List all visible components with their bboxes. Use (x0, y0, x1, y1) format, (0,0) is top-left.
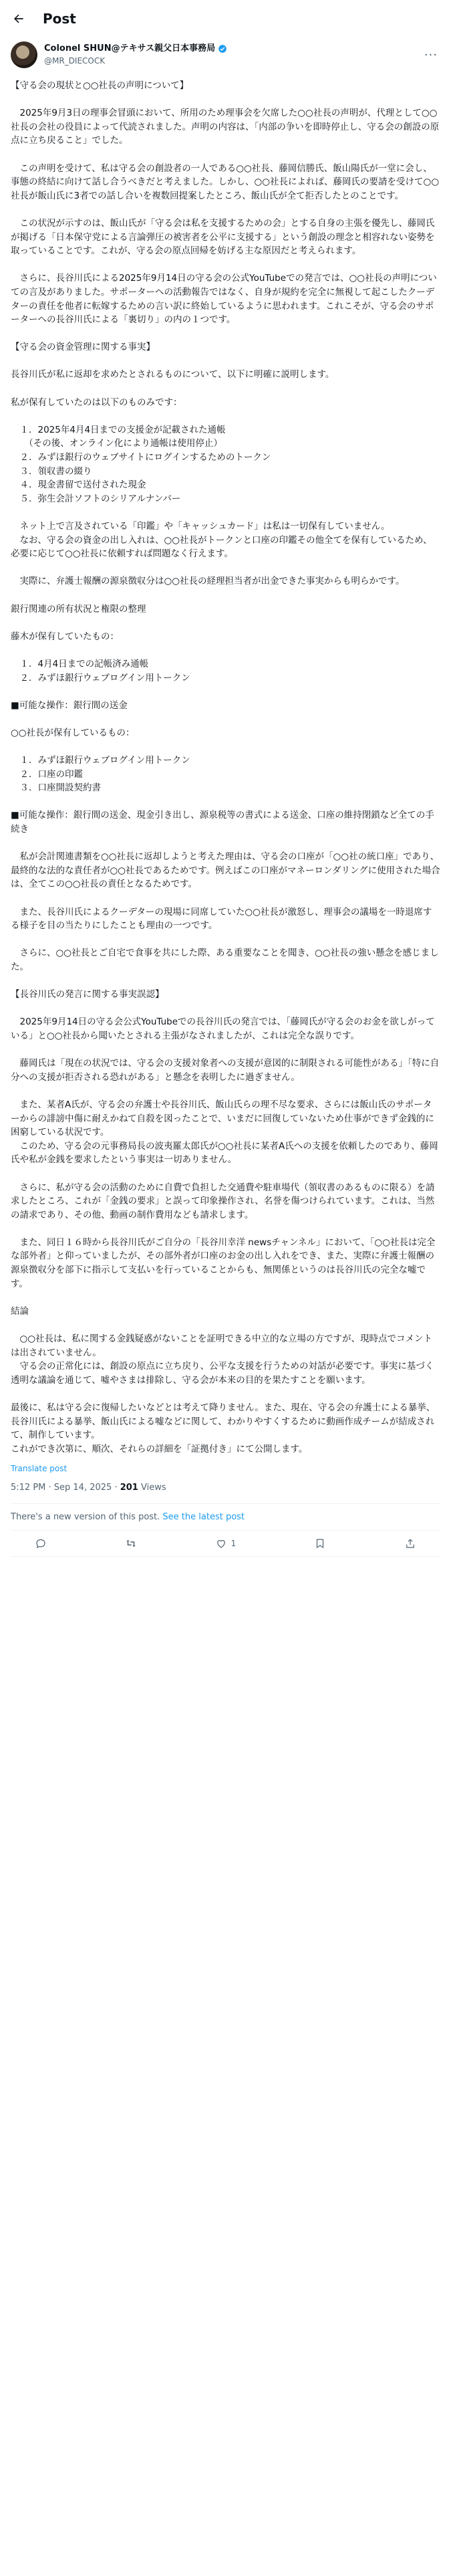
author-display-name-row (44, 43, 422, 55)
verified-icon (218, 44, 227, 53)
views-label: Views (138, 1483, 166, 1493)
bookmark-button[interactable] (314, 1537, 326, 1549)
post-timestamp[interactable]: 5:12 PM · Sep 14, 2025 (11, 1483, 112, 1493)
like-count: 1 (231, 1539, 237, 1549)
share-button[interactable] (404, 1537, 416, 1549)
back-arrow-icon[interactable] (11, 11, 27, 27)
author-display-name[interactable]: Colonel SHUN@テキサス親父日本事務局 (44, 43, 216, 53)
views-count: 201 (120, 1483, 138, 1493)
post-meta (0, 1473, 451, 1493)
post-text: 【守る会の現状と○○社長の声明について】 2025年9月3日の理事会冒頭において、所用のため理事会を欠席した○○社長の声明が、代理として○○社長の会社の役員によって代読されました。声明の内容は、「内部の争いを即時停止し、守る会の創設の原点に立ち戻ること」でした。 この声明を受けて、私は守る会の創設者の一人である○○社長、藤岡信勝氏、飯山陽氏が一堂に会し、事態の終結に向けて話し合うべきだと考えました。しかし、○○社長によれば、藤岡氏の要請を受けて○○社長が飯山氏に3者での話し合いを複数回提案したところ、飯山氏が全て拒否したとのことです。 この状況が示すのは、飯山氏が「守る会は私を支援するための会」とする自身の主張を優先し、藤岡氏が掲げる「日本保守党による言論弾圧の被害者を公平に支援する」という創設の理念と相容れない姿勢を取っていることです。これが、守る会の原点回帰を妨げる主な原因だと考えられます。 さらに、長谷川氏による2025年9月14日の守る会の公式YouTubeでの発言では、○○社長の声明についての言及がありました。サポーターへの活動報告ではなく、自身が規約を完全に無視して起こしたクーデターの責任を他者に転嫁するための言い訳に終始しているように思われます。これこそが、守る会のサポーターへの長谷川氏による「裏切り」の内の１つです。 【守る会の資金管理に関する事実】 長谷川氏が私に返却を求めたとされるものについて、以下に明確に説明します。 私が保有していたのは以下のものみです： １．2025年4月4日までの支援金が記載された通帳 （その後、オンライン化により通帳は使用停止） ２．みずほ銀行のウェブサイトにログインするためのトークン ３．領収書の綴り ４．現金書留で送付された現金 ５．弥生会計ソフトのシリアルナンバー ネット上で言及されている「印鑑」や「キャッシュカード」は私は一切保有していません。 なお、守る会の資金の出し入れは、○○社長がトークンと口座の印鑑その他全てを保有しているため、必要に応じて○○社長に依頼すれば問題なく行えます。 実際に、弁護士報酬の源泉徴収分は○○社長の経理担当者が出金できた事実からも明らかです。 銀行関連の所有状況と権限の整理 藤木が保有していたもの： １．4月4日までの記帳済み通帳 ２．みずほ銀行ウェブログイン用トークン ■可能な操作：銀行間の送金 ○○社長が保有しているもの： １．みずほ銀行ウェブログイン用トークン ２．口座の印鑑 ３．口座開設契約書 ■可能な操作：銀行間の送金、現金引き出し、源泉税等の書式による送金、口座の維持閉鎖など全ての手続き 私が会計関連書類を○○社長に返却しようと考えた理由は、守る会の口座が「○○社の統口座」であり、最終的な法的な責任者が○○社長であるためです。例えばこの口座がマネーロンダリングに使用された場合は、全てこの○○社長の責任となるためです。 また、長谷川氏によるクーデターの現場に同席していた○○社長が激怒し、理事会の議場を一時退席する様子を目の当たりにしたことも理由の一つです。 さらに、○○社長とご自宅で食事を共にした際、ある重要なことを聞き、○○社長の強い懸念を感じました。 【長谷川氏の発言に関する事実誤認】 2025年9月14日の守る会公式YouTubeでの長谷川氏の発言では、「藤岡氏が守る会のお金を欲しがっている」と○○社長から聞いたとされる主張がなされましたが、これは完全な誤りです。 藤岡氏は「現在の状況では、守る会の支援対象者への支援が意図的に制限される可能性がある」「特に自分への支援が拒否される恐れがある」と懸念を表明したに過ぎません。 また、某者A氏が、守る会の弁護士や長谷川氏、飯山氏らの理不尽な要求、さらには飯山氏のサポーターからの誹謗中傷に耐えかねて自殺を図ったことで、いまだに回復していないため仕事ができず金銭的に困窮している状況です。 このため、守る会の元事務局長の波夷羅太郎氏が○○社長に某者A氏への支援を依頼したのであり、藤岡氏や私が金銭を要求したという事実は一切ありません。 さらに、私が守る会の活動のために自費で負担した交通費や駐車場代（領収書のあるものに限る）を請求したところ、これが「金銭の要求」と誤って印象操作され、名誉を傷つけられています。これは、当然の請求であり、その他、動画の制作費用なども請求します。 また、同日１６時から長谷川氏がご自分の「長谷川幸洋 newsチャンネル」において、「○○社長は完全な部外者」と仰っていましたが、その部外者が口座のお金の出し入れをでき、また、実際に弁護士報酬の源泉徴収分を部下に指示して支払いを行っていることからも、無関係というのは長谷川氏の完全な嘘です。 結論 ○○社長は、私に関する金銭疑惑がないことを証明できる中立的な立場の方ですが、現時点でコメントは出されていません。 守る会の正常化には、創設の原点に立ち戻り、公平な支援を行うための対話が必要です。事実に基づく透明な議論を通じて、噓やさまは排除し、守る会が本来の目的を果たすことを願います。 最後に、私は守る会に復帰したいなどとは考えて降りません。また、現在、守る会の弁護士による暴挙、長谷川氏による暴挙、飯山氏による嘘などに関して、わかりやすくするために動画作成チームが結成されて、制作しています。 これができ次第に、順次、それらの詳細を「証拠付き」にて公開します。 (11, 80, 440, 1455)
new-version-text: There's a new version of this post. (11, 1512, 163, 1523)
action-bar (11, 1530, 440, 1557)
see-latest-post-link[interactable]: See the latest post (162, 1512, 245, 1523)
like-icon (215, 1537, 227, 1549)
meta-separator: · (112, 1483, 120, 1493)
share-icon (404, 1537, 416, 1549)
repost-icon (125, 1537, 137, 1549)
reply-icon (35, 1537, 47, 1549)
more-icon[interactable]: ··· (424, 47, 438, 62)
bookmark-icon (314, 1537, 326, 1549)
author-row (0, 37, 451, 72)
top-bar (0, 0, 451, 37)
translate-post-link[interactable]: Translate post (11, 1464, 67, 1474)
repost-button[interactable] (125, 1537, 137, 1549)
author-handle[interactable]: @MR_DIECOCK (44, 56, 106, 66)
avatar[interactable] (11, 41, 37, 68)
author-names (44, 43, 422, 67)
page-title: Post (43, 11, 76, 27)
new-version-notice (0, 1504, 451, 1530)
like-button[interactable] (215, 1537, 237, 1549)
reply-button[interactable] (35, 1537, 47, 1549)
